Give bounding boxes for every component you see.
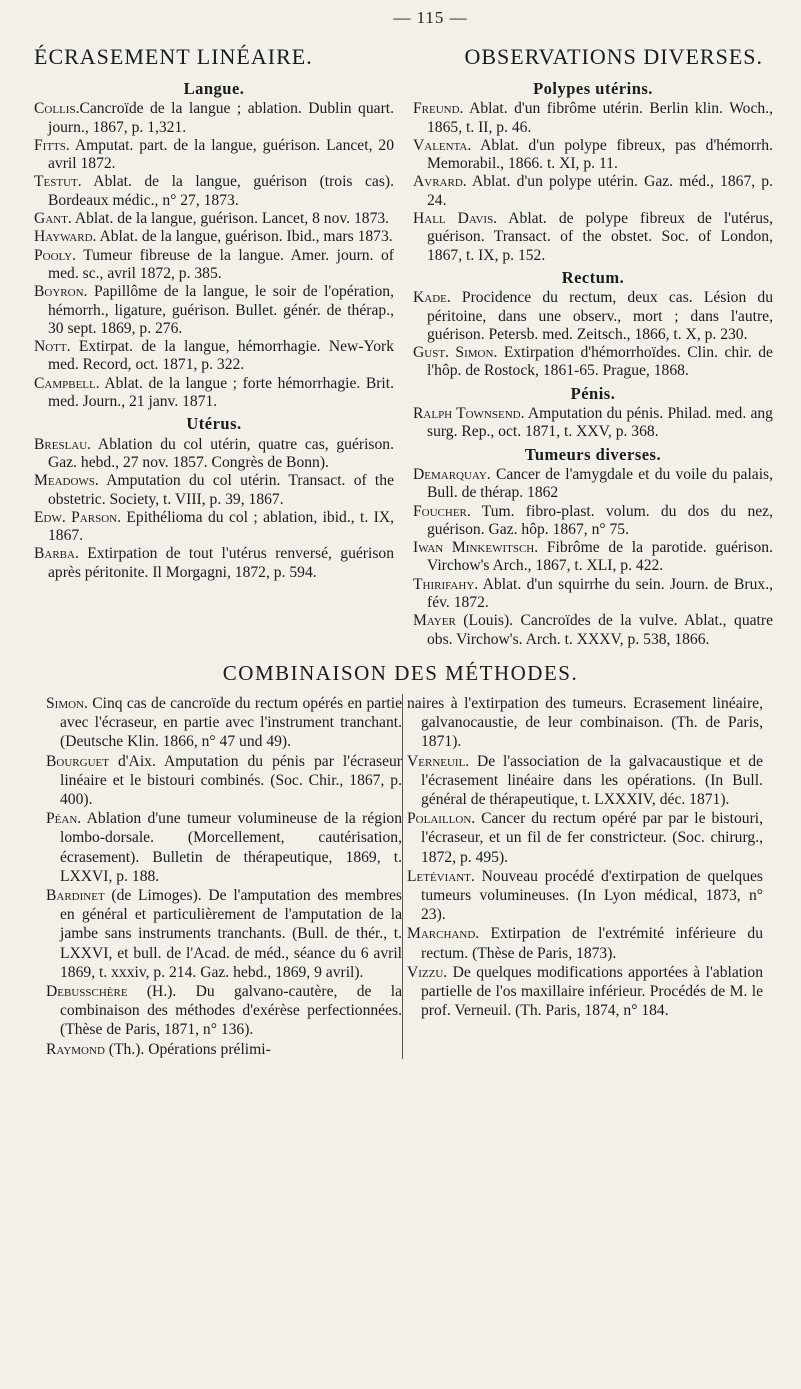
entry-author: Debusschère: [46, 982, 128, 1000]
entry-author: Breslau.: [34, 435, 92, 453]
entry-author: Foucher.: [413, 502, 471, 520]
entry-text: Cancer du rectum opéré par par le bistouri, l'écraseur, et un fil de fer constricteur. (Soc. chirurg., 1872, p. 495).: [421, 810, 763, 866]
entry-text: Epithélioma du col ; ablation, ibid., t. IX, 1867.: [48, 508, 394, 545]
bibliography-entry: [413, 344, 773, 381]
combinaison-title: COMBINAISON DES MÉTHODES.: [222, 660, 579, 685]
entry-author: Pooly.: [34, 246, 77, 264]
bibliography-entry: [413, 405, 773, 442]
entry-author: Collis.: [34, 100, 80, 118]
bibliography-entry: [34, 509, 394, 546]
bibliography-entry: [46, 809, 402, 886]
bibliography-entry: [34, 338, 394, 375]
entry-author: Meadows.: [34, 472, 99, 490]
bibliography-entry: [34, 100, 394, 137]
entry-text: Papillôme de la langue, le soir de l'opération, hémorrh., ligature, guérison. Bullet. génér. de thérap., 30 sept. 1869, p. 276.: [48, 283, 394, 337]
upper-columns: [26, 76, 775, 649]
entry-author: Polaillon.: [407, 810, 476, 828]
header-left: ÉCRASEMENT LINÉAIRE.: [34, 44, 313, 69]
entry-text: Cancroïde de la langue ; ablation. Dublin quart. journ., 1867, p. 1,321.: [48, 100, 394, 136]
entry-text: Ablat. d'un fibrôme utérin. Berlin klin. Woch., 1865, t. II, p. 46.: [427, 100, 773, 136]
entry-author: Edw. Parson.: [34, 508, 121, 526]
entry-text: Cancer de l'amygdale et du voile du palais, Bull. de thérap. 1862: [427, 465, 773, 502]
entry-text: Ablat. d'un polype fibreux, pas d'hémorrh. Memorabil., 1866. t. XI, p. 11.: [427, 136, 773, 173]
entry-text: Ablat. de la langue ; forte hémorrhagie. Brit. med. Journ., 21 janv. 1871.: [48, 374, 394, 411]
header-right: OBSERVATIONS DIVERSES.: [464, 44, 763, 69]
entry-author: Testut.: [34, 173, 82, 191]
entry-author: Vizzu.: [407, 963, 448, 981]
bibliography-entry: [46, 1040, 402, 1059]
entry-text: Ablation d'une tumeur volumineuse de la région lombo-dorsale. (Morcellement, cautérisation, écrasement). Bulletin de thérapeutique, 1869, t. LXXVI, p. 188.: [60, 810, 402, 885]
entry-text: De quelques modifications apportées à l'ablation partielle de l'os maxillaire inférieur. Procédés de M. le prof. Verneuil. (Th. Paris, 1874, n° 184.: [421, 963, 763, 1020]
bibliography-entry: [407, 752, 763, 810]
bibliography-entry: [34, 137, 394, 174]
left-column: [34, 76, 394, 649]
bibliography-entry: [413, 289, 773, 344]
entry-author: Nott.: [34, 338, 71, 356]
bibliography-entry: [413, 503, 773, 540]
subsection-heading: Polypes utérins.: [533, 79, 653, 98]
entry-text: (Th.). Opérations prélimi-: [104, 1040, 271, 1058]
combinaison-right-column: [407, 694, 763, 1059]
bibliography-entry: [413, 100, 773, 137]
entry-text: d'Aix. Amputation du pénis par l'écraseur linéaire et le bistouri combinés. (Soc. Chir., 1867, p. 400).: [60, 752, 402, 808]
entry-text: Ablation du col utérin, quatre cas, guérison. Gaz. hebd., 27 nov. 1857. Congrès de Bonn).: [48, 435, 394, 471]
entry-text: Ablat. de polype fibreux de l'utérus, guérison. Transact. of the obstet. Soc. of London, 1867, t. IX, p. 152.: [427, 210, 773, 264]
entry-author: Gust. Simon.: [413, 344, 498, 362]
entry-author: Mayer: [413, 612, 456, 630]
bibliography-entry: [413, 210, 773, 265]
entry-text: Ablat. de la langue, guérison. Ibid., mars 1873.: [96, 228, 393, 246]
entry-text: Extirpation d'hémorrhoïdes. Clin. chir. de l'hôp. de Rostock, 1861-65. Prague, 1868.: [427, 344, 773, 380]
entry-author: Simon.: [46, 694, 88, 712]
entry-author: Marchand.: [407, 925, 480, 943]
entry-author: Demarquay.: [413, 465, 491, 483]
entry-text: Ablat. d'un squirrhe du sein. Journ. de Brux., fév. 1872.: [427, 575, 773, 612]
subsection-heading: Langue.: [183, 79, 245, 98]
bibliography-entry: [34, 375, 394, 412]
entry-text: Extirpation de tout l'utérus renversé, guérison après péritonite. Il Morgagni, 1872, p. 594.: [48, 545, 394, 581]
entry-author: Boyron.: [34, 283, 88, 301]
entry-author: Gant.: [34, 210, 72, 228]
bibliography-entry: [34, 173, 394, 210]
section-headers: [26, 44, 775, 70]
entry-author: Letéviant.: [407, 867, 475, 885]
bibliography-entry: [407, 809, 763, 867]
bibliography-entry: [34, 436, 394, 473]
bibliography-entry: [34, 283, 394, 338]
entry-author: Kade.: [413, 289, 451, 307]
entry-author: Péan.: [46, 810, 82, 828]
entry-text: Ablat. d'un polype utérin. Gaz. méd., 1867, p. 24.: [427, 173, 773, 209]
entry-author: Campbell.: [34, 374, 100, 392]
entry-author: Fitts.: [34, 136, 70, 154]
entry-author: Iwan Minkewitsch.: [413, 539, 539, 557]
page-number: — 115 —: [393, 8, 468, 27]
entry-author: Bourguet: [46, 752, 109, 770]
bibliography-entry: [407, 924, 763, 962]
subsection-heading: Tumeurs diverses.: [524, 444, 662, 464]
bibliography-entry: [413, 173, 773, 210]
bibliography-entry: [413, 612, 773, 649]
bibliography-entry: [34, 210, 394, 228]
entry-author: Barba.: [34, 545, 79, 563]
subsection-heading: Pénis.: [570, 383, 616, 403]
subsection-heading: Utérus.: [186, 414, 242, 434]
entry-text: Fibrôme de la parotide. guérison. Virchow's Arch., 1867, t. XLI, p. 422.: [427, 539, 773, 575]
entry-text: Tumeur fibreuse de la langue. Amer. journ. of med. sc., avril 1872, p. 385.: [48, 246, 394, 282]
entry-text: Tum. fibro-plast. volum. du dos du nez, guérison. Gaz. hôp. 1867, n° 75.: [427, 502, 773, 538]
lower-columns: [26, 694, 775, 1059]
entry-text: Extirpat. de la langue, hémorrhagie. New-York med. Record, oct. 1871, p. 322.: [48, 338, 394, 374]
entry-author: Avrard.: [413, 173, 467, 191]
entry-author: Thirifahy.: [413, 575, 479, 593]
entry-text: Amputation du pénis. Philad. med. ang surg. Rep., oct. 1871, t. XXV, p. 368.: [427, 405, 773, 441]
bibliography-entry: [407, 963, 763, 1021]
bibliography-entry: [46, 752, 402, 810]
bibliography-entry: [413, 539, 773, 576]
entry-author: Hayward.: [34, 228, 97, 246]
bibliography-entry: [407, 867, 763, 925]
entry-author: Hall Davis.: [413, 210, 498, 228]
entry-text: Cinq cas de cancroïde du rectum opérés en partie avec l'écraseur, en partie avec l'instrument tranchant. (Deutsche Klin. 1866, n° 47 und 49).: [60, 694, 402, 751]
entry-text: Extirpation de l'extrémité inférieure du rectum. (Thèse de Paris, 1873).: [421, 925, 763, 962]
bibliography-entry: [413, 137, 773, 174]
entry-author: Ralph Townsend.: [413, 405, 525, 423]
entry-text: Ablat. de la langue, guérison. Lancet, 8 nov. 1873.: [71, 210, 390, 228]
entry-author: Verneuil.: [407, 752, 470, 770]
entry-text: Ablat. de la langue, guérison (trois cas). Bordeaux médic., n° 27, 1873.: [48, 173, 394, 209]
bibliography-entry: [34, 228, 394, 246]
bibliography-entry: [46, 982, 402, 1040]
entry-text: Procidence du rectum, deux cas. Lésion du péritoine, dans une observ., mort ; dans l'autre, guérison. Petersb. med. Zeitsch., 1866, t. X, p. 230.: [427, 289, 773, 343]
subsection-heading: Rectum.: [561, 267, 625, 287]
entry-author: Freund.: [413, 100, 464, 118]
entry-text: De l'association de la galvacaustique et de l'écrasement linéaire dans les opérations. (In Bull. général de thérapeutique, t. LXXXIV, déc. 1871).: [421, 752, 763, 808]
entry-author: Raymond: [46, 1040, 105, 1058]
entry-text: naires à l'extirpation des tumeurs. Ecrasement linéaire, galvanocaustie, de leur combinaison. (Th. de Paris, 1871).: [407, 694, 763, 751]
bibliography-entry: [407, 694, 763, 752]
bibliography-entry: [34, 472, 394, 509]
right-column: [413, 76, 773, 649]
combinaison-left-column: [46, 694, 403, 1059]
bibliography-entry: [46, 886, 402, 982]
bibliography-entry: [34, 247, 394, 284]
entry-author: Bardinet: [46, 886, 105, 904]
entry-text: (H.). Du galvano-cautère, de la combinaison des méthodes d'exérèse perfectionnées. (Thèse de Paris, 1871, n° 136).: [60, 982, 402, 1039]
entry-author: Valenta.: [413, 136, 472, 154]
entry-text: Nouveau procédé d'extirpation de quelques tumeurs volumineuses. (In Lyon médical, 1873, n° 23).: [421, 867, 763, 924]
bibliography-entry: [413, 466, 773, 503]
entry-text: (de Limoges). De l'amputation des membres en général et particulièrement de l'amputation de la jambe sans instruments tranchants. (Bull. de thér., t. LXXVI, et bull. de l'Acad. de méd., séance du 6 avril 1869, t. xxxiv, p. 214. Gaz. hebd., 1869, 9 avril).: [60, 886, 402, 981]
bibliography-entry: [46, 694, 402, 752]
entry-text: (Louis). Cancroïdes de la vulve. Ablat., quatre obs. Virchow's. Arch. t. XXXV, p. 538, 1866.: [427, 612, 773, 648]
entry-text: Amputat. part. de la langue, guérison. Lancet, 20 avril 1872.: [48, 136, 394, 173]
bibliography-entry: [413, 576, 773, 613]
bibliography-entry: [34, 545, 394, 582]
entry-text: Amputation du col utérin. Transact. of the obstetric. Society, t. VIII, p. 39, 1867.: [48, 472, 394, 508]
